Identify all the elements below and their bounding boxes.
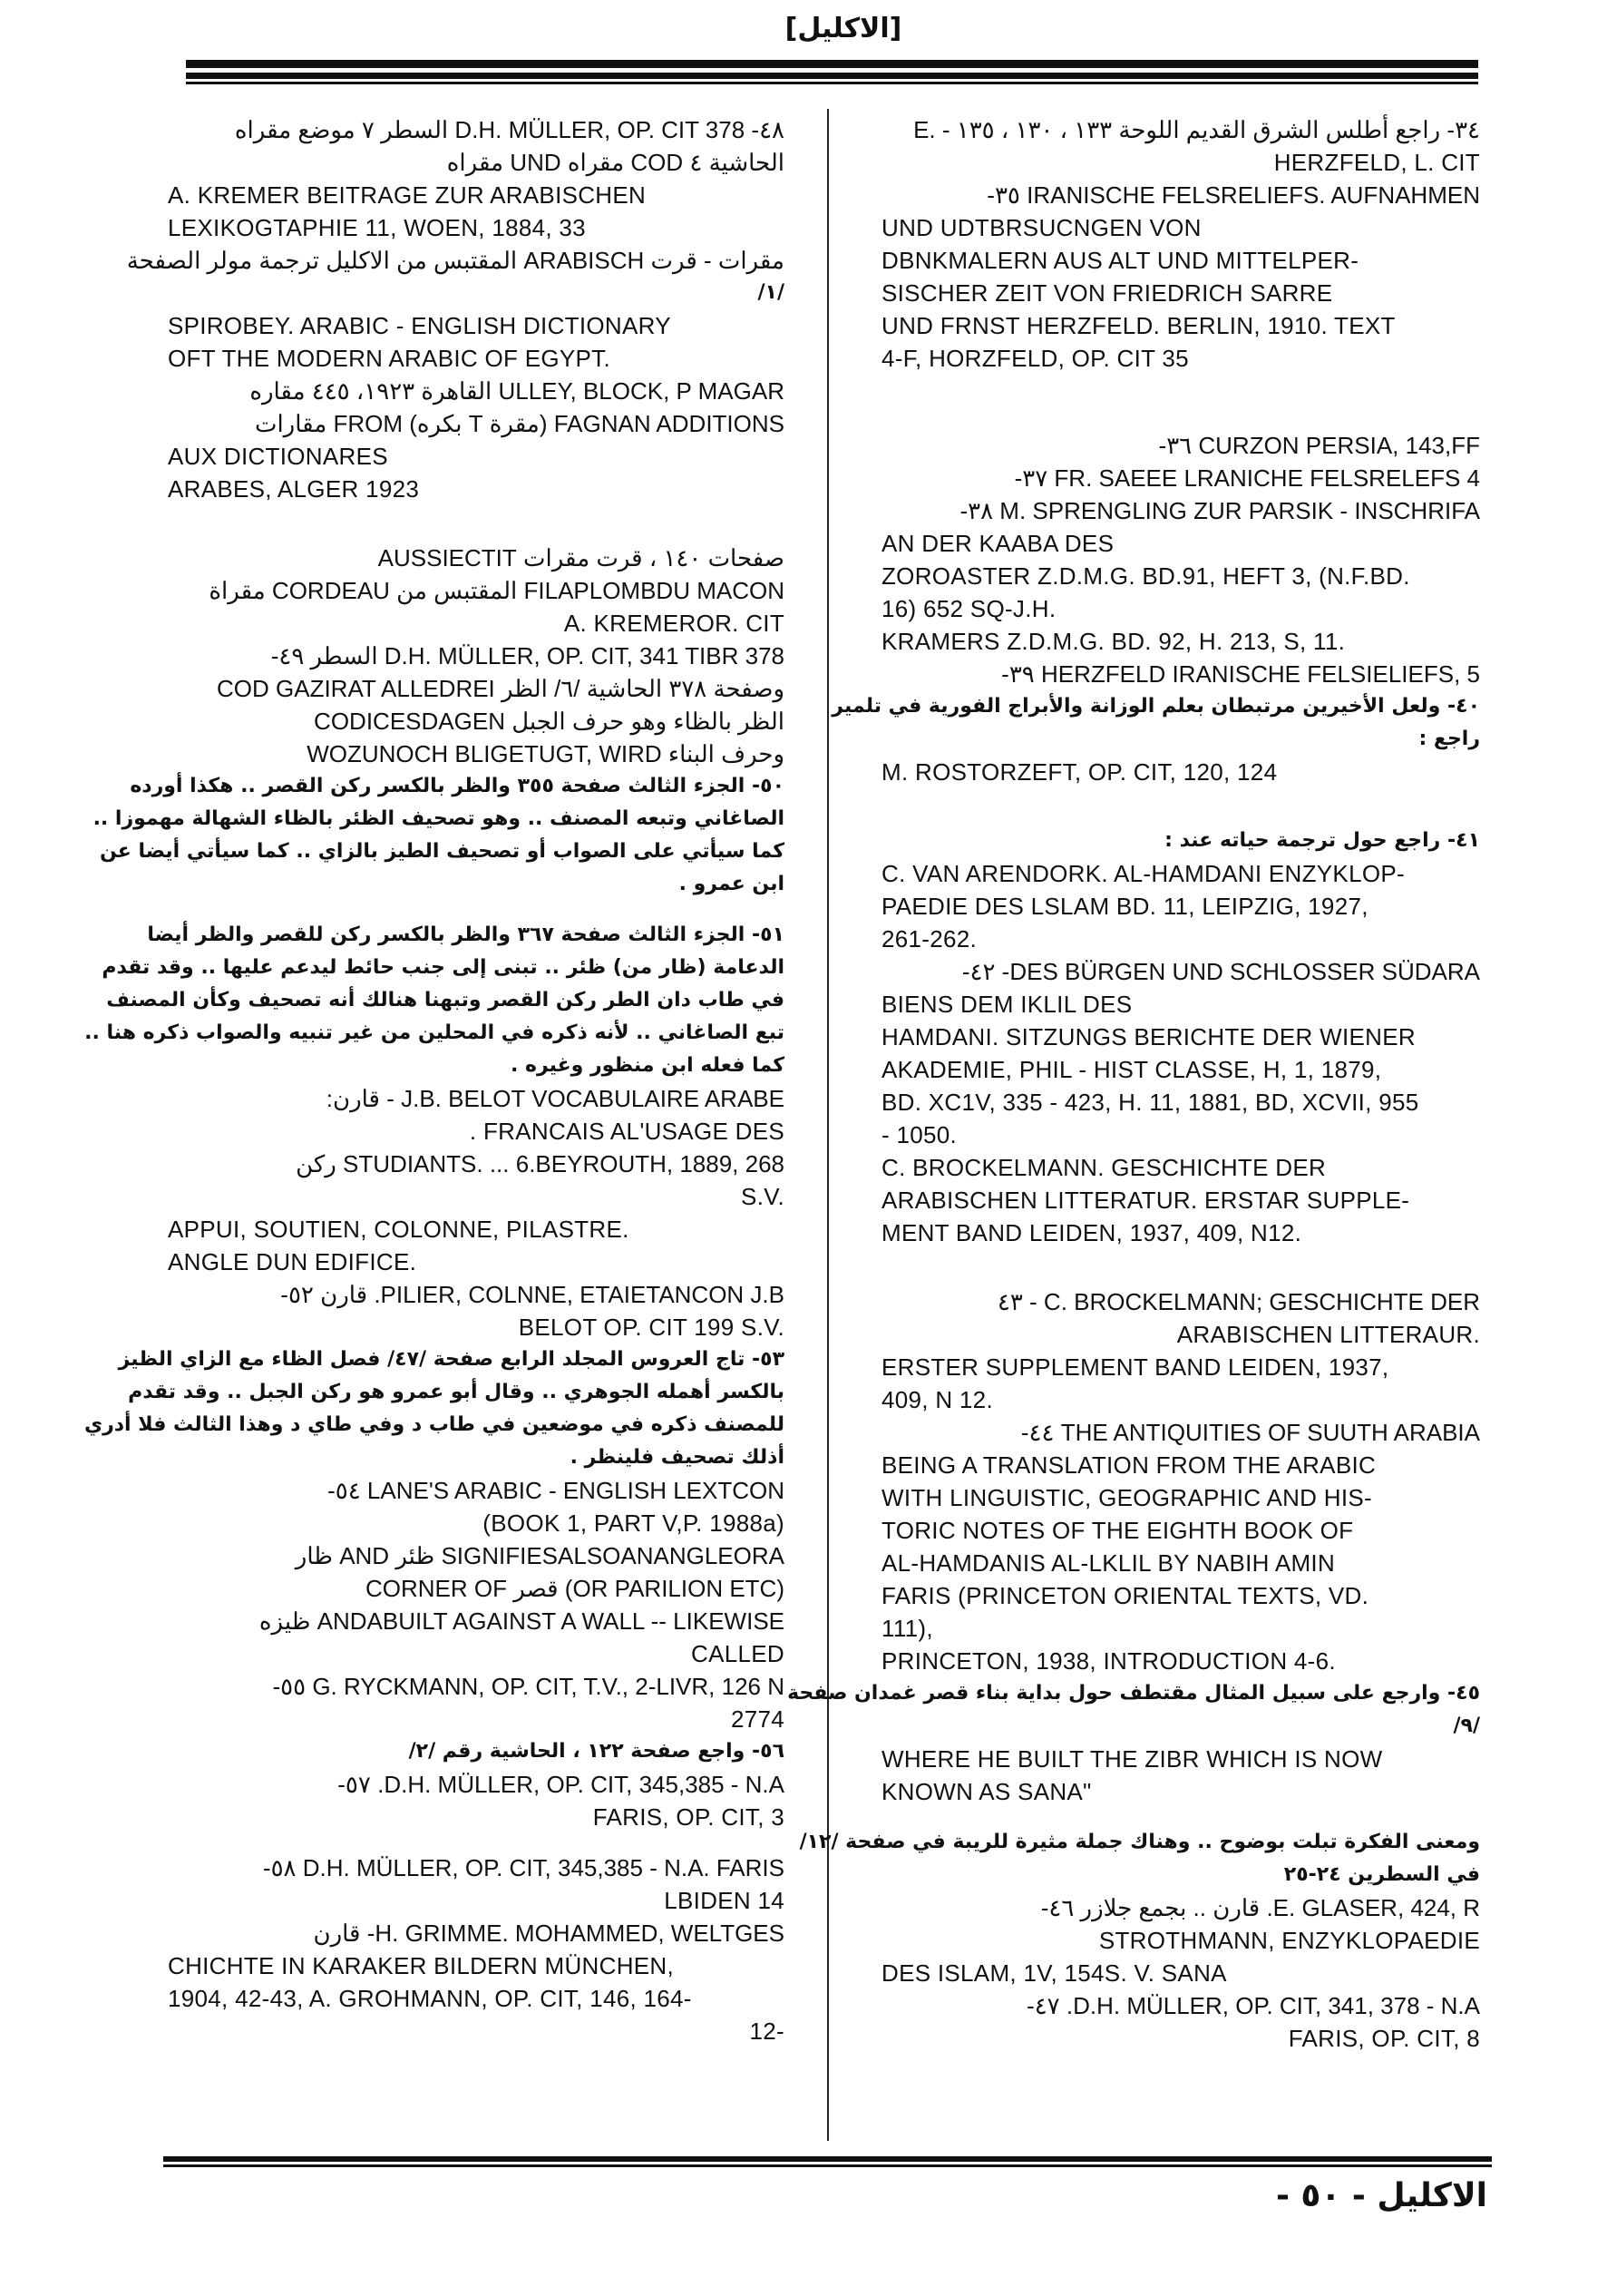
reference-line: للمصنف ذكره في موضعين في طاب د وفي طاي د وهذا الثالث فلا أدري (83, 1413, 784, 1436)
footer-rule (163, 2156, 1492, 2169)
spacer (881, 788, 1480, 825)
reference-line: WITH LINGUISTIC, GEOGRAPHIC AND HIS- (881, 1484, 1372, 1511)
reference-line: ANGLE DUN EDIFICE. (168, 1248, 417, 1275)
reference-line: MENT BAND LEIDEN, 1937, 409, N12. (881, 1219, 1302, 1246)
reference-line: ٤٠- ولعل الأخيرين مرتبطان بعلم الوزانة والأبراج الفورية في تلمير (832, 695, 1480, 718)
reference-line: ابن عمرو . (678, 873, 784, 895)
reference-line: 4-F, HORZFELD, OP. CIT 35 (881, 345, 1189, 372)
reference-line: AUX DICTIONARES (168, 443, 388, 470)
reference-line: /١/ (757, 281, 784, 304)
reference-line: BELOT OP. CIT 199 S.V. (518, 1314, 784, 1341)
reference-line: 2774 (730, 1705, 784, 1733)
reference-line: HERZFELD IRANISCHE FELSIELIEFS, 5 ٣٩- (1001, 660, 1480, 688)
reference-line: (OR PARILION ETC) قصر CORNER OF (365, 1575, 784, 1602)
reference-line: وصفحة ٣٧٨ الحاشية /٦/ الظر COD GAZIRAT ALLEDREI (217, 675, 784, 702)
reference-line: في السطرين ٢٤-٢٥ (1283, 1863, 1480, 1886)
spacer (881, 1249, 1480, 1285)
reference-line: BIENS DEM IKLIL DES (881, 991, 1133, 1018)
reference-line: ARABES, ALGER 1923 (168, 475, 420, 503)
reference-line: C. BROCKELMANN. GESCHICHTE DER (881, 1154, 1327, 1181)
reference-line: الدعامة (ظار من) ظئر .. تبنى إلى جنب حائط ليدعم عليها .. وقد تقدم (102, 956, 784, 979)
reference-line: BEING A TRANSLATION FROM THE ARABIC (881, 1451, 1377, 1479)
reference-line: PAEDIE DES LSLAM BD. 11, LEIPZIG, 1927, (881, 893, 1368, 920)
reference-line: D.H. MÜLLER, OP. CIT, 341, 378 - N.A. ٤٧- (1027, 1992, 1480, 2019)
reference-line: ULLEY, BLOCK, P MAGAR القاهرة ١٩٢٣، ٤٤٥ مقاره (249, 377, 784, 405)
reference-line: CALLED (691, 1640, 784, 1667)
right-column (787, 113, 1480, 2055)
reference-line: FILAPLOMBDU MACON المقتبس من CORDEAU مقراة (209, 577, 784, 604)
reference-line: M. SPRENGLING ZUR PARSIK - INSCHRIFA ٣٨- (959, 497, 1480, 524)
reference-line: 12- (749, 2018, 784, 2045)
reference-line: ٤١- راجع حول ترجمة حياته عند : (1164, 829, 1480, 852)
reference-line: D.H. MÜLLER, OP. CIT, 345,385 - N.A. ٥٧- (337, 1771, 784, 1798)
spacer (881, 375, 1480, 429)
reference-line: ٤٨- D.H. MÜLLER, OP. CIT 378 السطر ٧ موضع مقراه (234, 116, 784, 143)
reference-line: AN DER KAABA DES (881, 530, 1115, 557)
reference-line: ٥٦- واجع صفحة ١٢٢ ، الحاشية رقم /٢/ (408, 1740, 784, 1763)
reference-line: IRANISCHE FELSRELIEFS. AUFNAHMEN ٣٥- (987, 181, 1480, 209)
reference-line: SIGNIFIESALSOANANGLEORA ظئر AND ظار (295, 1542, 784, 1569)
reference-line: في طاب دان الطر ركن القصر وتبهنا هنالك أنه تصحيف وكأن المصنف (106, 989, 784, 1011)
reference-line: KNOWN AS SANA" (881, 1778, 1092, 1805)
reference-line: ٣٤- راجع أطلس الشرق القديم اللوحة ١٣٣ ، ١٣٠ ، ١٣٥ - .E (913, 116, 1480, 143)
reference-line: SISCHER ZEIT VON FRIEDRICH SARRE (881, 279, 1333, 307)
reference-line: PRINCETON, 1938, INTRODUCTION 4-6. (881, 1647, 1336, 1675)
reference-line: OFT THE MODERN ARABIC OF EGYPT. (168, 345, 610, 372)
reference-line: ZOROASTER Z.D.M.G. BD.91, HEFT 3, (N.F.BD. (881, 562, 1410, 590)
left-column (83, 113, 784, 2047)
reference-line: ٥٠- الجزء الثالث صفحة ٣٥٥ والظر بالكسر ركن القصر .. هكذا أورده (130, 775, 784, 797)
reference-line: FARIS (PRINCETON ORIENTAL TEXTS, VD. (881, 1582, 1369, 1609)
reference-line: AKADEMIE, PHIL - HIST CLASSE, H, 1, 1879, (881, 1056, 1382, 1083)
reference-line: TORIC NOTES OF THE EIGHTH BOOK OF (881, 1517, 1354, 1544)
reference-line: CHICHTE IN KARAKER BILDERN MÜNCHEN, (168, 1952, 675, 1979)
reference-line: STROTHMANN, ENZYKLOPAEDIE (1098, 1927, 1480, 1954)
reference-line: 1904, 42-43, A. GROHMANN, OP. CIT, 146, 164- (168, 1985, 692, 2012)
reference-line: (BOOK 1, PART V,P. 1988a) (482, 1509, 784, 1537)
reference-line: C. BROCKELMANN; GESCHICHTE DER - ٤٣ (997, 1288, 1480, 1315)
reference-line: . FRANCAIS AL'USAGE DES (469, 1118, 784, 1145)
reference-line: ٥١- الجزء الثالث صفحة ٣٦٧ والظر بالكسر ركن للقصر والظر أيضا (147, 923, 784, 946)
header-rule (186, 60, 1478, 85)
reference-line: FARIS, OP. CIT, 3 (592, 1803, 784, 1831)
reference-line: LANE'S ARABIC - ENGLISH LEXTCON ٥٤- (327, 1477, 784, 1504)
reference-line: SPIROBEY. ARABIC - ENGLISH DICTIONARY (168, 312, 671, 339)
page-header-title: [الاكليل] (784, 13, 902, 44)
reference-line: الصاغاني وتبعه المصنف .. وهو تصحيف الظئر بالظاء الشهالة مهموزا .. (93, 807, 784, 830)
reference-line: UND UDTBRSUCNGEN VON (881, 214, 1202, 241)
reference-line: G. RYCKMANN, OP. CIT, T.V., 2-LIVR, 126 N ٥٥- (272, 1673, 784, 1700)
reference-line: FAGNAN ADDITIONS (مقرة T بكره) FROM مقارات (254, 410, 784, 437)
reference-line: /٩/ (1453, 1715, 1480, 1737)
reference-line: بالكسر أهمله الجوهري .. وقال أبو عمرو هو ركن الجبل .. وقد تقدم (128, 1381, 784, 1403)
reference-line: KRAMERS Z.D.M.G. BD. 92, H. 213, S, 11. (881, 628, 1346, 655)
reference-line: HERZFELD, L. CIT (1273, 149, 1480, 176)
reference-line: ومعنى الفكرة تبلت بوضوح .. وهناك جملة مثيرة للريبة في صفحة /١٢/ (799, 1831, 1480, 1853)
reference-line: H. GRIMME. MOHAMMED, WELTGES- قارن (313, 1920, 784, 1947)
reference-line: الحاشية ٤ COD مقراه UND مقراه (446, 149, 784, 176)
reference-line: كما سيأتي على الصواب أو تصحيف الطيز بالزاي .. كما سيأتي أيضا عن (99, 840, 784, 863)
reference-line: PILIER, COLNNE, ETAIETANCON J.B. قارن ٥٢- (280, 1281, 784, 1308)
reference-line: 111), (881, 1615, 933, 1642)
reference-line: C. VAN ARENDORK. AL-HAMDANI ENZYKLOP- (881, 860, 1405, 887)
reference-line: وحرف البناء WOZUNOCH BLIGETUGT, WIRD (307, 740, 784, 767)
spacer (168, 901, 784, 919)
reference-line: ARABISCHEN LITTERAUR. (1176, 1321, 1480, 1348)
reference-line: HAMDANI. SITZUNGS BERICHTE DER WIENER (881, 1023, 1416, 1050)
reference-line: ANDABUILT AGAINST A WALL -- LIKEWISE ظيزه (258, 1607, 784, 1635)
reference-line: FARIS, OP. CIT, 8 (1288, 2025, 1480, 2052)
reference-line: أذلك تصحيف فلينظر . (570, 1446, 784, 1469)
reference-line: ٤٥- وارجع على سبيل المثال مقتطف حول بداية بناء قصر غمدان صفحة (787, 1682, 1480, 1705)
reference-line: صفحات ١٤٠ ، قرت مقرات AUSSIECTIT (377, 544, 784, 572)
reference-line: A. KREMER BEITRAGE ZUR ARABISCHEN (168, 181, 647, 209)
reference-line: DES ISLAM, 1V, 154S. V. SANA (881, 1959, 1227, 1987)
reference-line: DBNKMALERN AUS ALT UND MITTELPER- (881, 247, 1359, 274)
reference-line: DES BÜRGEN UND SCHLOSSER SÜDARA- ٤٢- (961, 958, 1480, 985)
reference-line: ٥٣- تاج العروس المجلد الرابع صفحة /٤٧/ فصل الظاء مع الزاي الظيز (118, 1348, 784, 1371)
reference-line: - 1050. (881, 1121, 958, 1148)
reference-line: AL-HAMDANIS AL-LKLIL BY NABIH AMIN (881, 1549, 1336, 1577)
reference-line: J.B. BELOT VOCABULAIRE ARABE - قارن: (326, 1085, 784, 1112)
reference-line: M. ROSTORZEFT, OP. CIT, 120, 124 (881, 758, 1278, 786)
reference-line: LBIDEN 14 (664, 1887, 784, 1914)
reference-line: D.H. MÜLLER, OP. CIT, 345,385 - N.A. FARIS ٥٨- (262, 1854, 784, 1881)
reference-line: الظر بالظاء وهو حرف الجبل CODICESDAGEN (314, 708, 784, 735)
reference-line: كما فعله ابن منظور وغيره . (510, 1054, 784, 1077)
spacer (881, 1808, 1480, 1826)
reference-line: A. KREMEROR. CIT (563, 610, 784, 637)
spacer (168, 505, 784, 542)
reference-line: D.H. MÜLLER, OP. CIT, 341 TIBR 378 السطر ٤٩- (270, 642, 784, 669)
reference-line: BD. XC1V, 335 - 423, H. 11, 1881, BD, XCVII, 955 (881, 1089, 1419, 1116)
reference-line: 16) 652 SQ-J.H. (881, 595, 1057, 622)
reference-line: تبع الصاغاني .. لأنه ذكره في المحلين من غير تنبيه والصواب ذكره هنا .. (84, 1021, 784, 1044)
reference-line: E. GLASER, 424, R. قارن .. بجمع جلازر ٤٦- (1040, 1894, 1480, 1921)
reference-line: ERSTER SUPPLEMENT BAND LEIDEN, 1937, (881, 1353, 1389, 1381)
reference-line: LEXIKOGTAPHIE 11, WOEN, 1884, 33 (168, 214, 586, 241)
reference-line: ARABISCHEN LITTERATUR. ERSTAR SUPPLE- (881, 1187, 1410, 1214)
reference-line: راجع : (1418, 728, 1480, 750)
reference-line: WHERE HE BUILT THE ZIBR WHICH IS NOW (881, 1745, 1383, 1773)
reference-line: 261-262. (881, 925, 978, 953)
reference-line: UND FRNST HERZFELD. BERLIN, 1910. TEXT (881, 312, 1396, 339)
spacer (168, 1833, 784, 1851)
reference-line: مقرات - قرت ARABISCH المقتبس من الاكليل ترجمة مولر الصفحة (126, 247, 784, 274)
reference-line: CURZON PERSIA, 143,FF ٣٦- (1158, 432, 1480, 459)
reference-line: STUDIANTS. ... 6.BEYROUTH, 1889, 268 ركن (296, 1150, 784, 1177)
reference-line: THE ANTIQUITIES OF SUUTH ARABIA ٤٤- (1020, 1419, 1480, 1446)
reference-line: FR. SAEEE LRANICHE FELSRELEFS 4 ٣٧- (1014, 464, 1480, 492)
page-footer: الاكليل - ٥٠ - (1275, 2177, 1487, 2214)
reference-line: APPUI, SOUTIEN, COLONNE, PILASTRE. (168, 1216, 629, 1243)
reference-line: 409, N 12. (881, 1386, 993, 1413)
reference-line: S.V. (741, 1183, 784, 1210)
